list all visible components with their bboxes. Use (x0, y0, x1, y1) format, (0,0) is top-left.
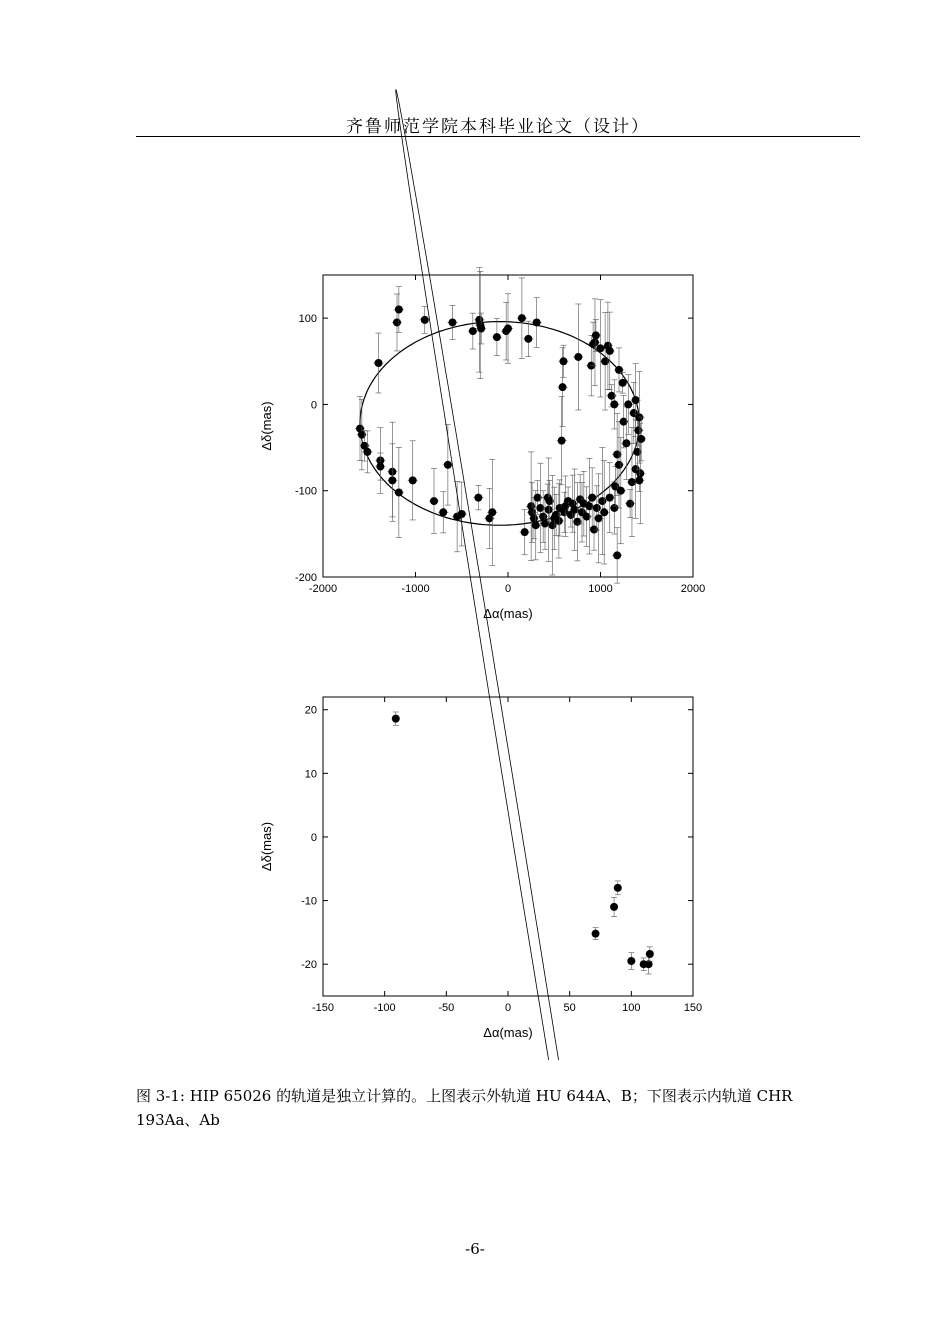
x-tick-label: -150 (311, 1002, 335, 1014)
x-tick-label: 2000 (680, 583, 706, 595)
data-point (627, 953, 635, 970)
data-point (614, 881, 622, 895)
data-point (646, 947, 654, 961)
x-tick-label: 150 (683, 1002, 703, 1014)
orbit-ellipse (396, 90, 640, 1060)
y-tick-label: -200 (294, 572, 317, 584)
x-axis-label: Δα(mas) (483, 1025, 533, 1040)
y-tick-label: 10 (304, 768, 317, 781)
data-point (592, 928, 600, 940)
x-tick-label: -100 (373, 1002, 396, 1014)
point-marker (646, 950, 654, 958)
point-marker (592, 930, 600, 938)
y-tick-label: 0 (310, 831, 317, 844)
figure-caption: 图 3-1: HIP 65026 的轨道是独立计算的。上图表示外轨道 HU 644A、B；下图表示内轨道 CHR 193Aa、Ab (136, 1087, 793, 1129)
point-marker (610, 903, 618, 911)
data-point (392, 712, 400, 725)
x-tick-label: 0 (504, 1002, 512, 1014)
point-marker (614, 884, 622, 892)
y-tick-label: 20 (304, 704, 317, 717)
plot-frame (323, 697, 693, 996)
y-tick-label: -100 (294, 485, 317, 498)
x-tick-label: 100 (622, 1002, 641, 1014)
y-tick-label: -10 (301, 895, 317, 908)
x-tick-label: 50 (563, 1002, 576, 1014)
x-tick-label: -1000 (401, 583, 430, 595)
point-marker (392, 715, 400, 723)
running-header: 齐鲁师范学院本科毕业论文（设计） (346, 117, 650, 137)
x-tick-label: 1000 (588, 583, 613, 595)
y-tick-label: 0 (310, 399, 317, 412)
y-axis-label: Δδ(mas) (259, 401, 274, 451)
x-tick-label: -50 (438, 1002, 455, 1014)
y-tick-label: -20 (301, 959, 317, 972)
x-tick-label: -2000 (308, 583, 338, 595)
y-tick-label: 100 (298, 313, 317, 326)
y-axis-label: Δδ(mas) (259, 821, 274, 872)
x-axis-label: Δα(mas) (483, 606, 533, 621)
data-point (610, 897, 618, 916)
x-tick-label: 0 (504, 583, 512, 595)
point-marker (627, 957, 635, 965)
page-number: -6- (465, 1240, 485, 1258)
